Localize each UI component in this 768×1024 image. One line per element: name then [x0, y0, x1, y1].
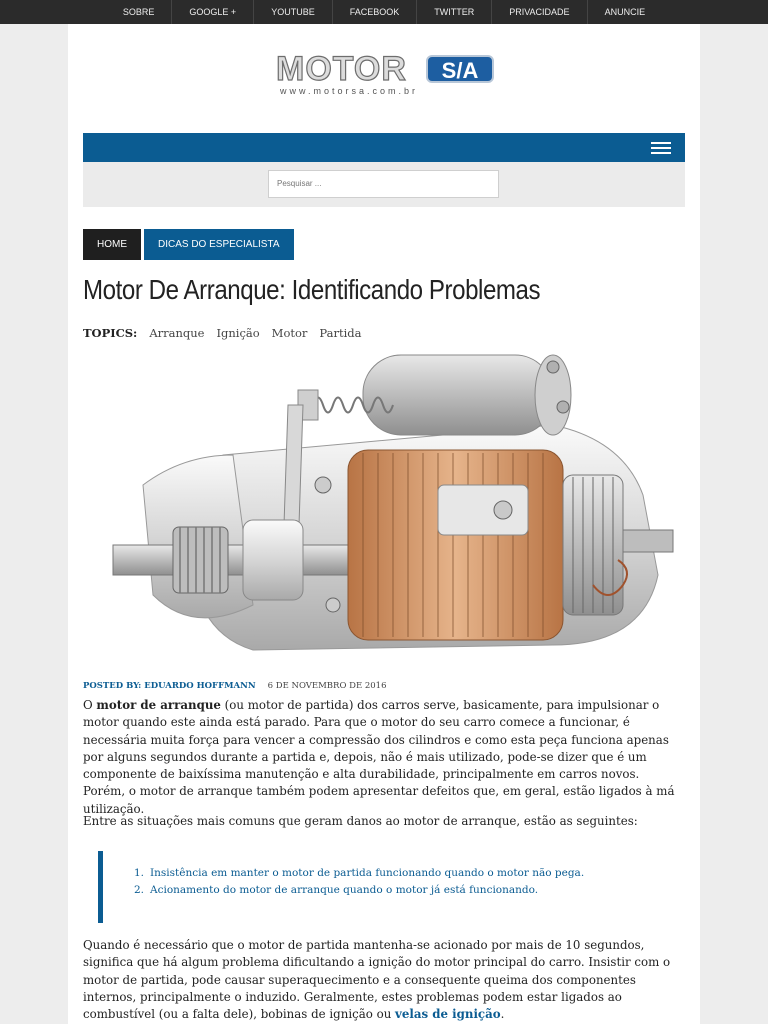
p1-rest: (ou motor de partida) dos carros serve, basicamente, para impulsionar o motor quando este ainda está parado. Para que o motor do seu carro comece a funcionar, é necessária muita força para vencer a compressão dos cilindros e como esta peça funciona apenas por alguns segundos durante a partida e, depois, não é mais utilizado, pode-se dizer que é um componente de baixíssima manutenção e alta durabilidade, principalmente em carros novos. Porém, o motor de arranque também podem apresentar defeitos que, em geral, estão ligados à má utilização.	[83, 698, 675, 816]
post-date: 6 DE NOVEMBRO DE 2016	[267, 681, 387, 691]
post-meta	[83, 681, 386, 691]
search-input[interactable]: Pesquisar ...	[268, 170, 499, 198]
top-nav	[0, 0, 768, 24]
velas-de-ignicao-link[interactable]: velas de ignição	[395, 1007, 501, 1022]
list-item: 1. Insistência em manter o motor de partida funcionando quando o motor não pega.	[134, 867, 585, 879]
starter-motor-illustration	[83, 345, 685, 665]
list-item: 2. Acionamento do motor de arranque quando o motor já está funcionando.	[134, 883, 539, 896]
topic-tag-arranque[interactable]: Arranque	[149, 326, 205, 340]
topnav-twitter[interactable]: TWITTER	[417, 0, 492, 24]
logo-url: www.motorsa.com.br	[280, 86, 419, 96]
topnav-sobre[interactable]: SOBRE	[106, 0, 173, 24]
article-title: Motor De Arranque: Identificando Problemas	[83, 274, 541, 305]
post-author[interactable]: POSTED BY: EDUARDO HOFFMANN	[83, 681, 256, 691]
list-item-text: Insistência em manter o motor de partida funcionando quando o motor não pega.	[150, 867, 585, 879]
logo-badge: S/A	[426, 55, 494, 83]
topics-row	[83, 326, 362, 340]
p1-bold: motor de arranque	[96, 698, 221, 712]
breadcrumb	[83, 229, 297, 260]
topic-tag-motor[interactable]: Motor	[271, 326, 308, 340]
list-item-text: Acionamento do motor de arranque quando o motor já está funcionando.	[150, 883, 539, 896]
top-bar	[0, 0, 768, 24]
search-band	[83, 162, 685, 207]
topnav-facebook[interactable]: FACEBOOK	[333, 0, 418, 24]
p1-pre: O	[83, 698, 97, 712]
p3-text: Quando é necessário que o motor de partida mantenha-se acionado por mais de 10 segundos, significa que há algum problema dificultando a ignição do motor principal do carro. Insistir com o motor de partida, pode causar superaquecimento e a consequente queima dos componentes internos, principalmente o induzido. Geralmente, estes problemas podem estar ligados ao combustível (ou a falta dele), bobinas de ignição ou	[83, 938, 671, 1022]
highlight-list-block	[98, 851, 663, 923]
topnav-youtube[interactable]: YOUTUBE	[254, 0, 333, 24]
hamburger-menu-icon[interactable]	[651, 142, 671, 154]
logo-main-text: MOTOR	[276, 50, 407, 88]
topnav-google[interactable]: GOOGLE +	[172, 0, 254, 24]
topnav-privacidade[interactable]: PRIVACIDADE	[492, 0, 587, 24]
page-container	[68, 24, 700, 1024]
article-paragraph-3	[83, 937, 685, 1023]
topic-tag-partida[interactable]: Partida	[319, 326, 362, 340]
breadcrumb-home[interactable]: HOME	[83, 229, 141, 260]
article-paragraph-2: Entre as situações mais comuns que geram danos ao motor de arranque, estão as seguintes:	[83, 814, 638, 828]
breadcrumb-category[interactable]: DICAS DO ESPECIALISTA	[144, 229, 294, 260]
topics-label: TOPICS:	[83, 326, 138, 340]
site-logo[interactable]	[276, 52, 496, 98]
problem-list	[134, 865, 584, 898]
main-nav-bar	[83, 133, 685, 162]
topnav-anuncie[interactable]: ANUNCIE	[604, 7, 646, 17]
topic-tag-ignicao[interactable]: Ignição	[216, 326, 260, 340]
p3-end: .	[500, 1007, 505, 1022]
article-paragraph-1	[83, 697, 685, 818]
